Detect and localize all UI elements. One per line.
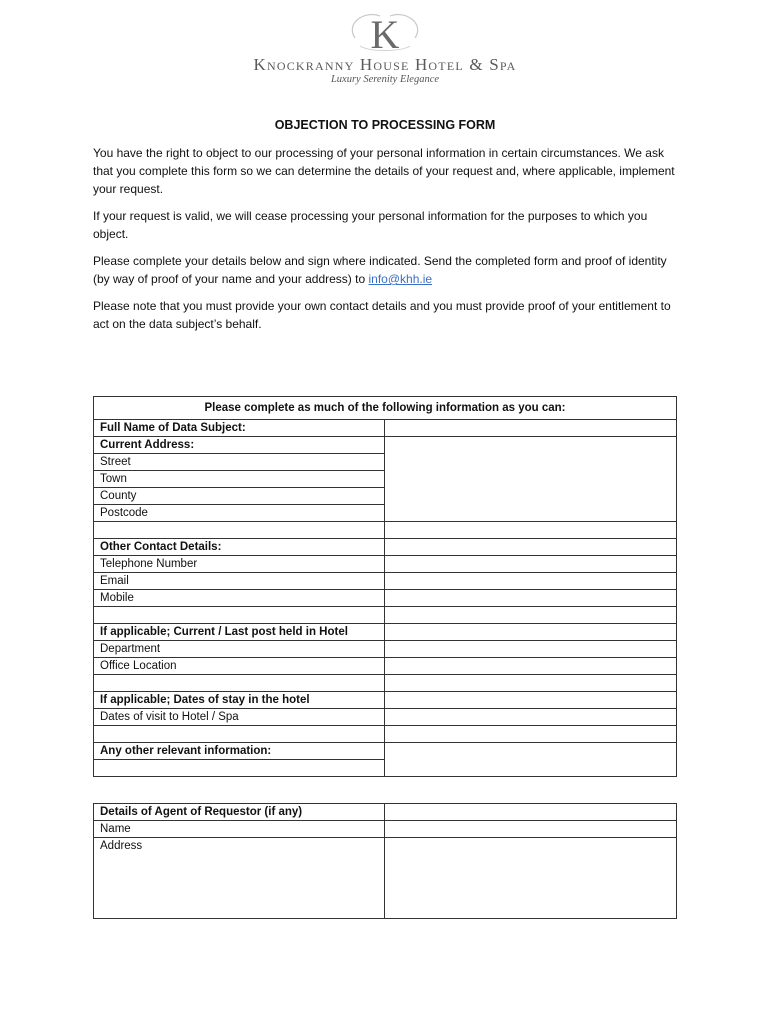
intro-paragraph-4: Please note that you must provide your own contact details and you must provide proof of your entitlement to act on the data subject’s behalf. [93, 299, 671, 331]
field-dates-visit[interactable] [385, 709, 677, 726]
label-email: Email [94, 573, 385, 590]
intro-paragraph-1: You have the right to object to our processing of your personal information in certain circumstances. We ask that you complete this form so we can determine the details of your request and, where applicable, implement your request. [93, 146, 675, 196]
label-county: County [94, 488, 385, 505]
label-other-info: Any other relevant information: [94, 743, 385, 760]
intro-paragraph-3 [93, 252, 683, 288]
page-title: OBJECTION TO PROCESSING FORM [274, 118, 496, 132]
label-other-contact: Other Contact Details: [94, 539, 385, 556]
field-spacer[interactable] [385, 607, 677, 624]
field-department[interactable] [385, 641, 677, 658]
field-other-contact[interactable] [385, 539, 677, 556]
field-email[interactable] [385, 573, 677, 590]
field-agent-address[interactable] [385, 838, 677, 919]
field-agent-name[interactable] [385, 821, 677, 838]
spacer-row [94, 522, 385, 539]
label-office-location: Office Location [94, 658, 385, 675]
label-agent-name: Name [94, 821, 385, 838]
label-agent: Details of Agent of Requestor (if any) [94, 804, 385, 821]
email-link[interactable]: info@khh.ie [368, 272, 433, 286]
field-post-held[interactable] [385, 624, 677, 641]
label-telephone: Telephone Number [94, 556, 385, 573]
field-office-location[interactable] [385, 658, 677, 675]
svg-text:K: K [370, 12, 400, 57]
field-spacer[interactable] [385, 522, 677, 539]
field-other-info[interactable] [385, 743, 677, 777]
field-spacer[interactable] [385, 726, 677, 743]
intro-paragraph-3-text: Please complete your details below and sign where indicated. Send the completed form and proof of identity (by way of proof of your name and your address) to [93, 254, 667, 286]
label-town: Town [94, 471, 385, 488]
label-dates-stay: If applicable; Dates of stay in the hotel [94, 692, 385, 709]
data-subject-table [93, 396, 677, 777]
intro-paragraph-2: If your request is valid, we will cease processing your personal information for the purposes to which you object. [93, 209, 648, 241]
spacer-row [94, 726, 385, 743]
field-spacer[interactable] [385, 675, 677, 692]
spacer-row [94, 607, 385, 624]
field-agent[interactable] [385, 804, 677, 821]
spacer-row [94, 675, 385, 692]
field-full-name[interactable] [385, 420, 677, 437]
label-full-name: Full Name of Data Subject: [94, 420, 385, 437]
field-dates-stay[interactable] [385, 692, 677, 709]
label-postcode: Postcode [94, 505, 385, 522]
label-current-address: Current Address: [94, 437, 385, 454]
field-current-address[interactable] [385, 437, 677, 522]
brand-name: Knockranny House Hotel & Spa [253, 55, 517, 74]
label-street: Street [94, 454, 385, 471]
logo-emblem-icon [325, 8, 445, 58]
label-agent-address: Address [94, 838, 385, 919]
label-mobile: Mobile [94, 590, 385, 607]
label-dates-visit: Dates of visit to Hotel / Spa [94, 709, 385, 726]
field-telephone[interactable] [385, 556, 677, 573]
agent-table [93, 803, 677, 919]
field-mobile[interactable] [385, 590, 677, 607]
label-post-held: If applicable; Current / Last post held in Hotel [94, 624, 385, 641]
label-department: Department [94, 641, 385, 658]
table-header: Please complete as much of the following information as you can: [94, 397, 677, 420]
brand-tagline: Luxury Serenity Elegance [330, 74, 440, 85]
spacer-row [94, 760, 385, 777]
